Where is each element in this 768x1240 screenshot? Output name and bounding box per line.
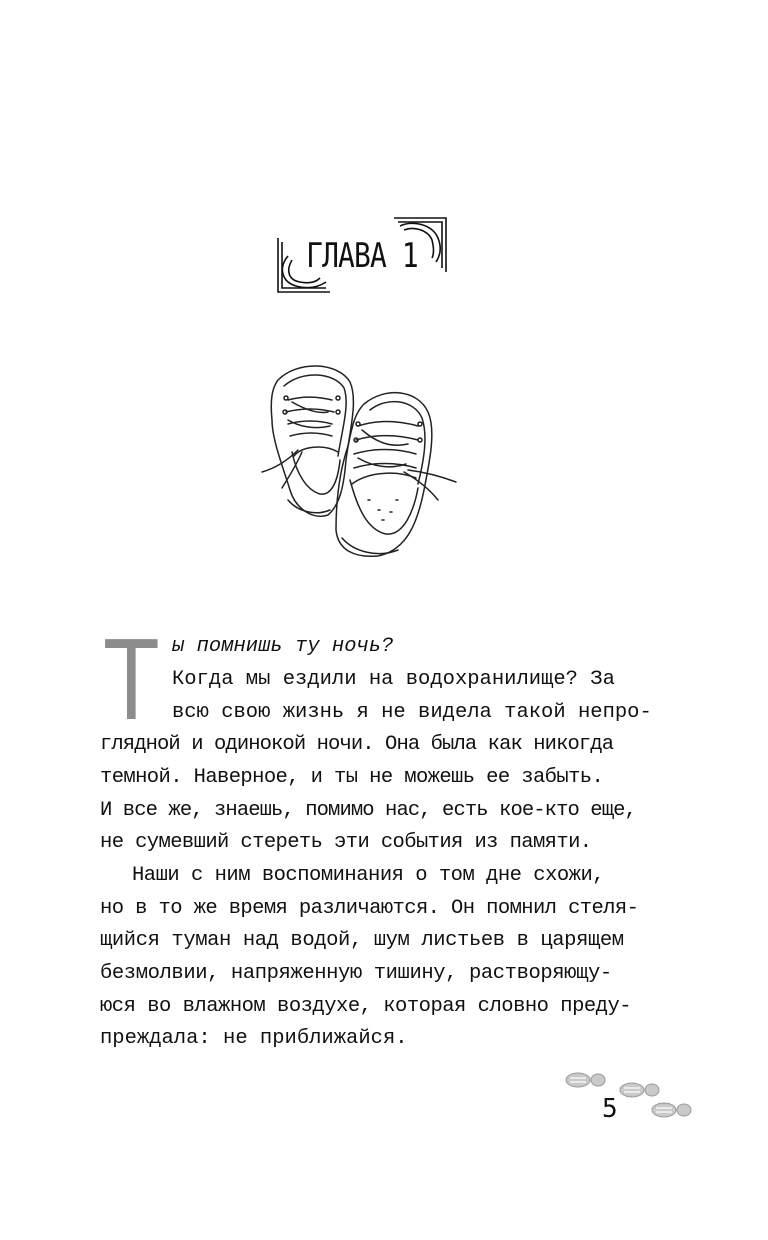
text-line: но в то же время различаются. Он помнил стеля-	[100, 897, 639, 920]
text-line: И все же, знаешь, помимо нас, есть кое-кто еще,	[100, 799, 636, 822]
text-line: Когда мы ездили на водохранилище? За	[172, 668, 615, 691]
text-line: безмолвии, напряженную тишину, растворяющу-	[100, 962, 612, 985]
footprints-icon	[560, 1068, 700, 1128]
text-line: ы помнишь ту ночь?	[172, 635, 394, 658]
text-line: всю свою жизнь я не видела такой непро-	[172, 701, 652, 724]
text-line: щийся туман над водой, шум листьев в царящем	[100, 929, 624, 952]
drop-cap: Т	[103, 614, 160, 744]
text-line: юся во влажном воздухе, которая словно преду-	[100, 995, 632, 1018]
text-line: не сумевший стереть эти события из памяти.	[100, 831, 592, 854]
chapter-heading	[276, 216, 448, 294]
sneakers-illustration-icon	[258, 360, 458, 565]
page-number: 5	[602, 1094, 618, 1124]
text-line: глядной и одинокой ночи. Она была как никогда	[100, 733, 614, 756]
chapter-title: ГЛАВА 1	[306, 236, 418, 276]
text-line: темной. Наверное, и ты не можешь ее забыть.	[100, 766, 604, 789]
text-line: преждала: не приближайся.	[100, 1027, 408, 1050]
text-line: Наши с ним воспоминания о том дне схожи,	[132, 864, 605, 887]
